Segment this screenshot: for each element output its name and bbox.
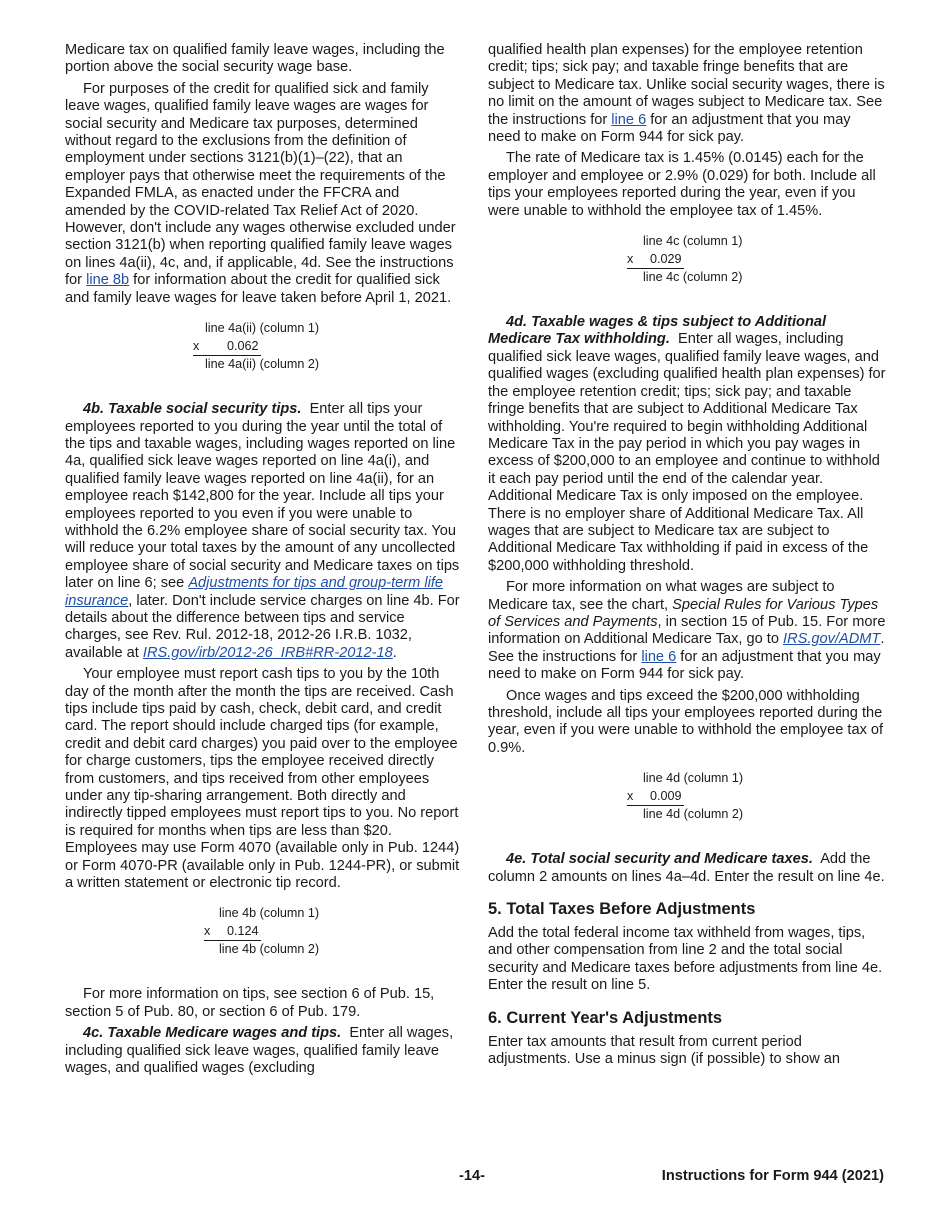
paragraph: Once wages and tips exceed the $200,000 withholding threshold, include all tips your employees reported during the year, even if you were unable to withhold the employee tax of 0.9%.: [488, 687, 884, 756]
heading-4d: 4d. Taxable wages & tips subject to Additional Medicare Tax withholding.: [488, 314, 827, 348]
irs-admt-link[interactable]: IRS.gov/ADMT: [783, 631, 881, 648]
section-heading-5: 5. Total Taxes Before Adjustments: [488, 900, 756, 919]
paragraph: For purposes of the credit for qualified sick and family leave wages, qualified family leave wages are wages for social security and Medicare tax purposes, determined without regard to the exclusions from the definition of employment under sections 3121(b)(1)–(22), that an employer pays that otherwise meet the requirements of the Expanded FMLA, as enacted under the FFCRA and amended by the COVID-related Tax Relief Act of 2020. However, don't include any wages otherwise excluded under section 3121(b) when reporting qualified family leave wages on lines 4a(ii), 4c, and, if applicable, 4d. See the instructions for line 8b for information about the credit for qualified sick and family leave wages for leave taken before April 1, 2021.: [65, 80, 456, 306]
paragraph: Enter tax amounts that result from current period adjustments. Use a minus sign (if possible) to show an: [488, 1033, 841, 1068]
heading-4b: 4b. Taxable social security tips.: [83, 401, 302, 418]
page-footer: [0, 1168, 950, 1188]
paragraph: The rate of Medicare tax is 1.45% (0.0145) each for the employer and employee or 2.9% (0.029) for both. Include all tips your employees reported during the year, even if you were unable to withhold the employee tax of 1.45%.: [488, 150, 876, 219]
heading-4c: 4c. Taxable Medicare wages and tips.: [83, 1025, 342, 1042]
page-number: -14-: [459, 1168, 485, 1184]
paragraph: Your employee must report cash tips to you by the 10th day of the month after the month the tips are received. Cash tips include tips paid by cash, check, debit card, and credit card. The report should include charged tips (for example, credit and debit card charges) you paid over to the employee for charge customers, tips the employee received directly from customers, and tips received from other employees under any tip-sharing arrangement. Both directly and indirectly tipped employees must report tips to you. No report is required for months when tips are less than $20. Employees may use Form 4070 (available only in Pub. 1244) or Form 4070-PR (available only in Pub. 1244-PR), or submit a written statement or electronic tip record.: [65, 666, 460, 892]
paragraph: qualified health plan expenses) for the employee retention credit; tips; sick pay; and taxable fringe benefits that are subject to Medicare tax. Unlike social security wages, there is no limit on the amount of wages subject to Medicare tax. See the instructions for line 6 for an adjustment that you may need to make on Form 944 for sick pay.: [488, 42, 885, 146]
paragraph-4e: 4e. Total social security and Medicare taxes. Add the column 2 amounts on lines 4a–4d. Enter the result on line 4e.: [488, 851, 885, 885]
right-column: [488, 42, 886, 1072]
heading-4e: 4e. Total social security and Medicare taxes.: [506, 851, 813, 868]
calc-line-4c: line 4c (column 1) x 0.029 line 4c (column 2): [627, 234, 743, 285]
adjustments-link[interactable]: Adjustments for tips and group-term life insurance: [65, 575, 444, 609]
paragraph: For more information on what wages are subject to Medicare tax, see the chart, Special Rules for Various Types of Services and Payments, in section 15 of Pub. 15. For more information on Additional Medicare Tax, go to IRS.gov/ADMT. See the instructions for line 6 for an adjustment that you may need to make on Form 944 for sick pay.: [488, 579, 886, 683]
calc-line-4d: line 4d (column 1) x 0.009 line 4d (column 2): [627, 771, 744, 822]
section-heading-6: 6. Current Year's Adjustments: [488, 1008, 723, 1027]
paragraph-4b: 4b. Taxable social security tips. Enter all tips your employees reported to you during the year until the total of the tips and taxable wages, including wages reported on line 4a, qualified sick leave wages reported on line 4a(i), and qualified family leave wages reported on line 4a(ii), for an employee reach $142,800 for the year. Include all tips your employees reported to you even if you were unable to withhold the 6.2% employee share of social security tax. You will reduce your total taxes by the amount of any uncollected employee share of social security and Medicare taxes on tips later on line 6; see Adjustments for tips and group-term life insurance, later. Don't include service charges on line 4b. For details about the difference between tips and service charges, see Rev. Rul. 2012-18, 2012-26 I.R.B. 1032, available at IRS.gov/irb/2012-26_IRB#RR-2012-18.: [65, 401, 460, 661]
irb-link[interactable]: IRS.gov/irb/2012-26_IRB#RR-2012-18: [142, 644, 393, 661]
paragraph-4c: 4c. Taxable Medicare wages and tips. Enter all wages, including qualified sick leave wages, qualified family leave wages, and qualified wages (excluding: [65, 1025, 454, 1077]
paragraph: Medicare tax on qualified family leave wages, including the portion above the social security wage base.: [65, 42, 445, 76]
line-6-link[interactable]: line 6: [641, 648, 677, 665]
paragraph-4d: 4d. Taxable wages & tips subject to Additional Medicare Tax withholding. Enter all wages, including qualified sick leave wages, qualified family leave wages, and qualified wages (excluding qualified health plan expenses) for the employee retention credit; tips; sick pay; and taxable fringe benefits that are subject to Additional Medicare Tax withholding. You're required to begin withholding Additional Medicare Tax in the pay period in which you pay wages in excess of $200,000 to an employee and continue to withhold it each pay period until the end of the calendar year. Additional Medicare Tax is only imposed on the employee. There is no employer share of Additional Medicare Tax. All wages that are subject to Medicare tax are subject to Additional Medicare Tax withholding if paid in excess of the $200,000 withholding threshold.: [488, 314, 886, 574]
left-column: [65, 42, 463, 1082]
calc-line-4a-ii: line 4a(ii) (column 1) x 0.062 line 4a(ii) (column 2): [193, 321, 320, 372]
line-6-link[interactable]: line 6: [611, 111, 647, 128]
document-title: Instructions for Form 944 (2021): [661, 1168, 884, 1184]
calc-line-4b: line 4b (column 1) x 0.124 line 4b (column 2): [204, 906, 320, 957]
paragraph: For more information on tips, see section 6 of Pub. 15, section 5 of Pub. 80, or section 6 of Pub. 179.: [65, 986, 435, 1020]
line-8b-link[interactable]: line 8b: [86, 272, 130, 289]
paragraph: Add the total federal income tax withheld from wages, tips, and other compensation from line 2 and the total social security and Medicare taxes before adjustments from line 4e. Enter the result on line 5.: [488, 925, 883, 994]
